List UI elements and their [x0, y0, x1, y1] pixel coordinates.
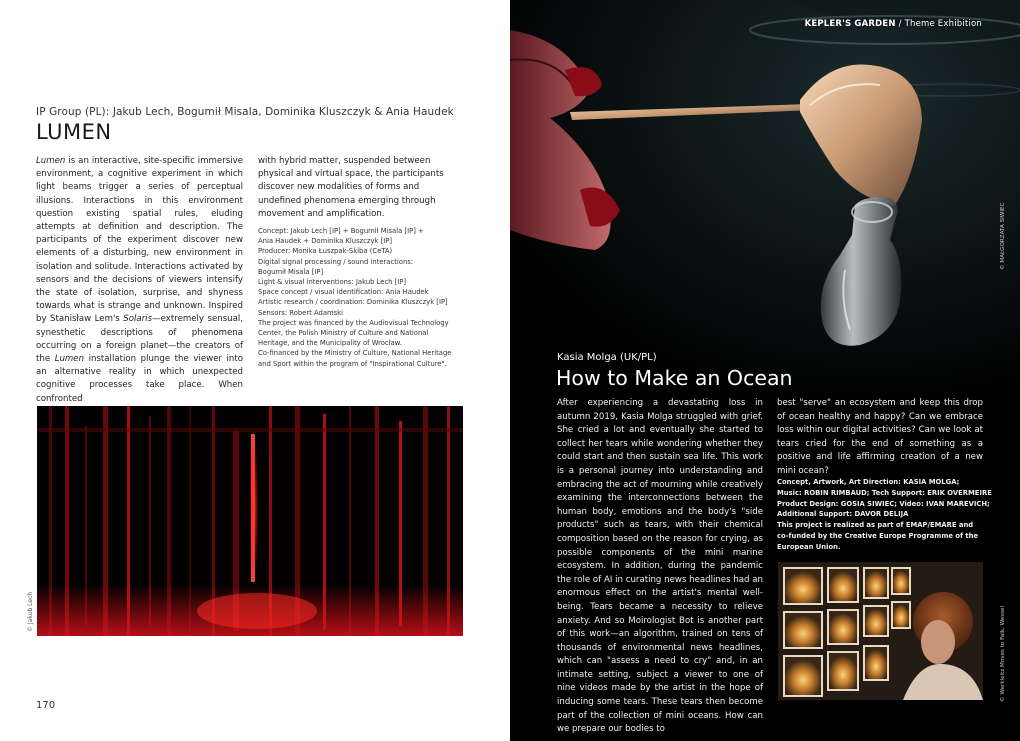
- lumen-artist-line: IP Group (PL): Jakub Lech, Bogumił Misala, Dominika Kluszczyk & Ania Haudek: [36, 106, 454, 118]
- credit-line: and Sport within the program of "Inspirational Culture".: [258, 359, 447, 368]
- credit-line: Artistic research / coordination: Dominika Kluszczyk [IP]: [258, 298, 448, 307]
- lumen-title: LUMEN: [36, 120, 112, 144]
- right-page: [510, 0, 1020, 741]
- hand-spoon-bottle-image: [510, 0, 1020, 392]
- body-text: is an interactive, site-specific immersive environment, a cognitive experiment in which light beams trigger a series of perceptual illusions. Interactions in this environment question existing spatial rules, eluding attempts at definition and description. The participants of the experiment discover new elements of a disturbing, new environment in isolation and solitude. Interactions activated by sensors and the decisions of viewers intensify the state of isolation, surprise, and shyness towards what is strange and unknown. Inspired by Stanisław Lem's: [36, 156, 243, 325]
- credit-line: Additional Support: DAVOR DELIJA: [777, 510, 909, 519]
- credit-line: Producer: Monika Łuszpak-Skiba (CeTA): [258, 247, 393, 256]
- credit-line: Space concept / visual identification: Ania Haudek: [258, 288, 429, 297]
- ocean-photo-credit-top: © MAŁGORZATA SIWIEC: [1000, 202, 1006, 270]
- lumen-credits: [258, 226, 468, 369]
- credit-line: Heritage, and the Municipality of Wrocław.: [258, 339, 402, 348]
- credit-line: Light & visual interventions: Jakub Lech [IP]: [258, 278, 407, 287]
- running-head-section: KEPLER'S GARDEN: [804, 19, 896, 29]
- lumen-photo-credit: © Jakub Lech: [27, 591, 34, 632]
- ocean-photo-credit-bottom: © Werkleitz Moves to Falk, Wessel: [1000, 605, 1006, 702]
- ocean-body-column-1: After experiencing a devastating loss in autumn 2019, Kasia Molga struggled with grief. She cried a lot and eventually she started to collect her tears while wondering whether they could start and then sustain sea life. This work is a personal journey into understanding and embracing the act of mourning while creatively examining the interconnections between the human body, emotions and the body's "side products" such as tears, with their chemical composition based on the reason for crying, as possible components of the mini marine ecosystem. In addition, during the pandemic the role of AI in curating news headlines had an enormous effect on the artist's mental well-being. Tears became a necessity to relieve anxiety. And so Moirologist Bot is another part of this work—an algorithm, trained on tens of thousands of environmental news headlines, which can "assess a need to cry" and, in an intimate setting, subject a viewer to one of nine videos made by the artist in the hope of inducing some tears. These tears then become part of the collection of mini oceans. How can we prepare our bodies to: [557, 398, 763, 735]
- credit-line: The project was financed by the Audiovisual Technology: [258, 318, 449, 327]
- credit-line: European Union.: [777, 542, 841, 551]
- credit-line: Concept, Artwork, Art Direction: KASIA MOLGA;: [777, 478, 960, 486]
- ocean-credits: [777, 477, 992, 553]
- credit-line: co-funded by the Creative Europe Programme of the: [777, 531, 979, 540]
- lumen-body-column-1: [36, 155, 243, 406]
- ocean-body-column-2: best "serve" an ecosystem and keep this drop of ocean healthy and happy? Can we embrace loss within our digital activities? Can we look at tears cried for the end of something as a positive and life affirming creation of a new mini ocean?: [777, 398, 983, 476]
- credit-line: Ania Haudek + Dominika Kluszczyk [IP]: [258, 237, 393, 246]
- credit-line: This project is realized as part of EMAP/EMARE and: [777, 521, 974, 530]
- running-head-subsection: / Theme Exhibition: [895, 19, 982, 29]
- body-italic: Lumen: [36, 156, 66, 166]
- ocean-title: How to Make an Ocean: [556, 366, 793, 390]
- credit-line: Concept: Jakub Lech [IP] + Bogumił Misala [IP] +: [258, 227, 424, 235]
- tear-collection-photo: [778, 562, 983, 700]
- red-light-beams-image: [37, 406, 463, 636]
- body-italic: Solaris: [123, 314, 153, 325]
- ocean-artist-line: Kasia Molga (UK/PL): [557, 352, 657, 363]
- lumen-installation-photo: [37, 406, 463, 636]
- tear-bottle-photo: [510, 0, 1020, 392]
- lumen-body-column-2: with hybrid matter, suspended between physical and virtual space, the participants discover new modalities of forms and undefined phenomena emerging through movement and amplification.: [258, 156, 444, 219]
- credit-line: Music: ROBIN RIMBAUD; Tech Support: ERIK OVERMEIRE: [777, 488, 992, 497]
- credit-line: Sensors: Robert Adamski: [258, 308, 343, 317]
- body-italic: Lumen: [54, 354, 85, 365]
- body-text: installation plunge the viewer into an alternative reality in which unexpected cognitive processes take place. When confronted: [36, 354, 243, 404]
- credit-line: Product Design: GOSIA SIWIEC; Video: IVAN MAREVICH;: [777, 499, 990, 508]
- credit-line: Digital signal processing / sound interactions:: [258, 257, 414, 266]
- credit-line: Bogumił Misala [IP]: [258, 267, 324, 276]
- credit-line: Co-financed by the Ministry of Culture, National Heritage: [258, 349, 452, 358]
- running-head: [805, 19, 982, 29]
- page-number: 170: [36, 700, 56, 711]
- shelves-and-woman-image: [778, 562, 983, 700]
- body-text: —extremely sensual, synesthetic descriptions of phenomena occurring on a foreign planet—the creators of the: [36, 314, 244, 365]
- credit-line: Center, the Polish Ministry of Culture and National: [258, 329, 429, 338]
